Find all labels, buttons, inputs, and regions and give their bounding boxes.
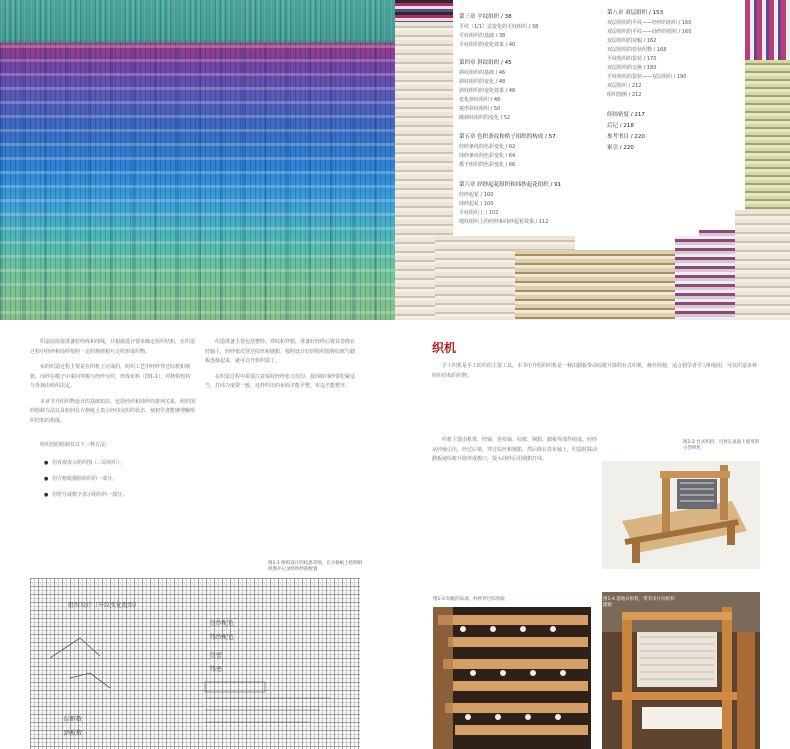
toc-entry: 纬纱条纹的色彩变化 / 64	[459, 153, 516, 159]
woven-fabric-photo	[0, 0, 395, 320]
method-intro: 组织图的绘制有以下三种方法：	[40, 442, 111, 448]
toc-entry-back: 索引 / 220	[607, 145, 634, 151]
toc-chapter: 第三章 平纹组织 / 38	[459, 14, 512, 20]
weft-rows	[0, 45, 395, 320]
toc-entry-back: 经纬密度 / 217	[607, 112, 645, 118]
toc-entry: 缎纹组织上的经纱和纬纱起花效果 / 112	[459, 219, 549, 225]
handwritten-note: 纬纱配色	[210, 634, 235, 641]
bullet-item: ● 用直观表示组织图（三原组织）。	[52, 459, 125, 467]
toc-chapter: 第五章 色织条纹和格子组织的构成 / 57	[459, 134, 556, 140]
toc-entry: 经纱条纹的色彩变化 / 62	[459, 144, 516, 150]
heddle-frames-photo	[433, 607, 591, 749]
paragraph: 在织造过程中需要注意保持经纱张力均匀，投纬时纬纱要松紧适当，打纬力度要一致，这样织出的布面才能平整，布边才能整齐。	[205, 373, 356, 389]
toc-entry: 平纹组织的袋状——双层组织 / 190	[607, 74, 687, 80]
toc-entry: 组织图例 / 212	[607, 92, 642, 98]
handwritten-note: 纬密	[210, 666, 223, 673]
handwritten-note: 踏板数	[64, 730, 83, 737]
floor-loom-illustration	[602, 592, 760, 749]
toc-entry: 斜纹组织的基础 / 46	[459, 70, 506, 76]
graph-paper-draft	[30, 578, 360, 749]
paragraph: 织造前需要准备好经线和纬线，并根据设计要求确定组织结构，在织造过程中经纱和纬纱按照一定的规律相互交织形成织物。	[30, 339, 196, 355]
draft-caption: 图1-1 组织设计的构思草图，在方格纸上绘制组织图并记录经纬纱的配置	[268, 561, 363, 572]
toc-page	[395, 0, 790, 320]
paragraph: 本章节介绍织物设计的基础知识，包括经纱和纬纱的排列关系，组织图的绘制方法以及如何在方格纸上表示经纬交织的状态，使初学者能够理解组织结构的构成。	[30, 398, 196, 424]
toc-entry: 双层组织的平纹——经纱的组织 / 160	[607, 20, 692, 26]
floor-loom-photo	[602, 592, 760, 749]
toc-entry: 双层组织的双幅 / 162	[607, 38, 657, 44]
heddle-frames-illustration	[433, 607, 591, 749]
loom-text-2	[432, 436, 597, 471]
toc-entry: 经纱起花 / 100	[459, 192, 494, 198]
toc-entry: 变化斜纹组织 / 48	[459, 97, 501, 103]
fabric-stack-bottom-2	[515, 250, 695, 320]
toc-chapter: 第八章 双层组织 / 153	[607, 10, 664, 16]
table-loom-photo	[602, 461, 760, 569]
toc-entry: 双层组织 / 212	[607, 83, 642, 89]
toc-entry: 平纹组织的基础 / 38	[459, 33, 506, 39]
paragraph: 手工织机是手工纺织的主要工具。本书中介绍的织机是一种由踏板带动综框升降的台式织机，操作简便，适合初学者学习和使用，可以织造多种组织结构的织物。	[432, 363, 758, 379]
toc-entry-back: 参考书目 / 220	[607, 134, 645, 140]
toc-entry-back: 后记 / 218	[607, 123, 634, 129]
striped-fabric	[395, 0, 455, 22]
green-fabric	[745, 60, 790, 220]
table-loom-illustration	[602, 461, 760, 569]
toc-entry: 纬纱起花 / 100	[459, 201, 494, 207]
bullet-item: ● 用方格纸描绘组织的一部分。	[52, 475, 117, 483]
bullet-item: ● 用符号或数字表示组织的一部分。	[52, 491, 127, 499]
paragraph: 布的织造过程主要是在织机上完成的，纺织工艺中经纱穿过综框和钢筘，纬纱在梭子中来回穿梭与经纱交织，形成布料（图1-1），织物的结构与外观由组织决定。	[30, 364, 191, 389]
toc-entry: 平纹组织上 / 102	[459, 210, 499, 216]
toc-entry: 格子组织的色彩变化 / 66	[459, 162, 516, 168]
toc-entry: 斜纹组织的变化效果 / 48	[459, 88, 516, 94]
photo-caption: 图1-4 落地式织机，带有多片综框和踏板	[603, 597, 675, 608]
body-text-column-2	[205, 338, 355, 398]
photo-caption: 图1-3 综框的局部，经纱穿过综丝眼	[433, 597, 505, 602]
toc-entry: 平纹组织的袋状 / 170	[607, 56, 657, 62]
section-title-loom: 织机	[432, 341, 457, 355]
paragraph: 织机主要由机架、经轴、卷布轴、综框、钢筘、踏板等部件组成。经纱从经轴引出，经过后梁，穿过综丝和钢筘，然后绕在卷布轴上，织造时踩动踏板使综框升降形成梭口，投入纬纱后用钢筘打纬。	[432, 437, 598, 462]
draft-sketch-lines	[30, 578, 360, 749]
paragraph: 织造准备主要包括整经、穿综和穿筘，准备好经纱后将其卷绕在经轴上，经纱依次穿过综丝和钢筘，按照设计好的组织图将综框与踏板连接起来，就可以开始织造了。	[205, 339, 356, 364]
toc-entry: 平纹（1/1）式变化的平纹组织 / 38	[459, 24, 539, 30]
handwritten-note: 经纱配色	[210, 620, 235, 627]
handwritten-note: 综框数	[64, 716, 83, 723]
body-text-column-1	[30, 338, 195, 432]
toc-entry: 平纹组织的变化效果 / 40	[459, 42, 516, 48]
fabric-stack-right	[735, 210, 790, 320]
toc-panel-right	[605, 0, 743, 180]
toc-entry: 双层组织的平纹——纬纱的组织 / 160	[607, 29, 692, 35]
toc-entry: 双层组织的管状织物 / 168	[607, 47, 667, 53]
handwritten-note: 组织设计（平纹变化组织）	[68, 602, 141, 609]
toc-entry: 斜纹组织的变化 / 48	[459, 79, 506, 85]
toc-chapter: 第六章 经纱起花组织和纬纱起花组织 / 91	[459, 182, 562, 188]
loom-text	[432, 362, 760, 387]
toc-entry: 破斜纹组织的变化 / 52	[459, 115, 511, 121]
handwritten-note: 经密	[210, 652, 223, 659]
toc-chapter: 第四章 斜纹组织 / 45	[459, 60, 512, 66]
warp-fringe	[0, 0, 395, 42]
toc-entry: 菱形斜纹组织 / 50	[459, 106, 501, 112]
photo-caption: 图1-2 台式织机，可放在桌面上使用的小型织机	[683, 440, 760, 451]
toc-entry: 双层组织的交换 / 180	[607, 65, 657, 71]
